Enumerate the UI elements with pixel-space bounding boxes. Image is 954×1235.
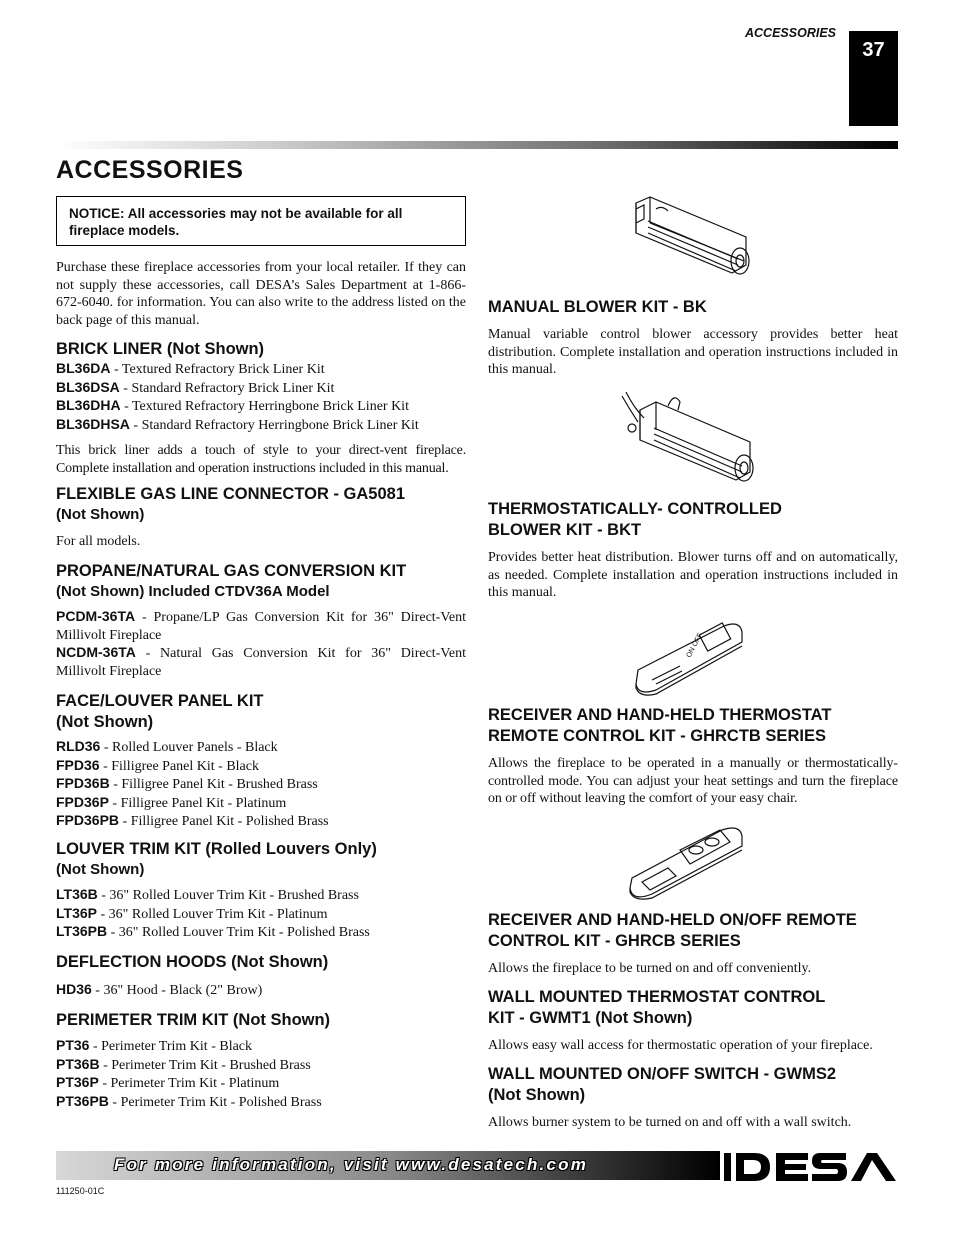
item-code: BL36DSA bbox=[56, 378, 120, 395]
item-code: RLD36 bbox=[56, 738, 101, 754]
louver-trim-section bbox=[56, 839, 466, 942]
section-subheading: (Not Shown) bbox=[56, 713, 154, 731]
deflection-section bbox=[56, 952, 466, 1000]
item-list bbox=[56, 738, 466, 831]
accessory-item bbox=[56, 397, 466, 416]
section-heading: PROPANE/NATURAL GAS CONVERSION KIT bbox=[56, 562, 407, 580]
wall-thermo-section bbox=[488, 987, 898, 1055]
section-text: This brick liner adds a touch of style to your direct-vent fireplace. Complete installation and operation instructions included in this manual. bbox=[56, 443, 466, 476]
item-code: BL36DA bbox=[56, 360, 111, 376]
section-text: For all models. bbox=[56, 534, 141, 549]
section-heading-line2: KIT - GWMT1 (Not Shown) bbox=[488, 1009, 693, 1027]
item-description: - 36" Hood - Black (2" Brow) bbox=[91, 983, 263, 998]
accessory-item bbox=[56, 812, 466, 831]
page-title: ACCESSORIES bbox=[56, 156, 244, 184]
running-header: ACCESSORIES bbox=[745, 26, 836, 40]
item-description: - Perimeter Trim Kit - Polished Brass bbox=[108, 1094, 322, 1110]
section-heading: WALL MOUNTED THERMOSTAT CONTROL bbox=[488, 988, 826, 1006]
item-description: - Filligree Panel Kit - Black bbox=[99, 758, 259, 774]
section-heading-line2: BLOWER KIT - BKT bbox=[488, 521, 642, 539]
item-code: FPD36P bbox=[56, 793, 109, 810]
accessory-item bbox=[56, 738, 466, 757]
item-code: HD36 bbox=[56, 981, 92, 997]
section-heading: RECEIVER AND HAND-HELD ON/OFF REMOTE bbox=[488, 911, 857, 929]
item-code: BL36DHSA bbox=[56, 415, 130, 432]
thermostat-remote-illustration bbox=[632, 618, 744, 698]
accessory-item bbox=[56, 794, 466, 813]
accessory-item bbox=[56, 923, 466, 942]
item-code: PT36PB bbox=[56, 1092, 109, 1109]
accessory-item bbox=[56, 644, 466, 680]
desa-logo bbox=[724, 1148, 898, 1186]
item-description: - Standard Refractory Herringbone Brick Liner Kit bbox=[129, 417, 419, 433]
item-code: PT36B bbox=[56, 1055, 100, 1072]
header-rule bbox=[56, 141, 898, 149]
section-heading: BRICK LINER (Not Shown) bbox=[56, 340, 265, 358]
item-description: - Textured Refractory Brick Liner Kit bbox=[110, 362, 325, 377]
section-heading: THERMOSTATICALLY- CONTROLLED bbox=[488, 500, 782, 518]
accessory-item bbox=[56, 1093, 466, 1112]
item-code: FPD36B bbox=[56, 775, 110, 791]
section-text: Allows the fireplace to be turned on and off conveniently. bbox=[488, 961, 812, 976]
item-description: - Rolled Louver Panels - Black bbox=[100, 740, 278, 755]
intro-paragraph: Purchase these fireplace accessories from your local retailer. If they can not supply these accessories, call DESA’s Sales Department at 1-866-672-6040. for information. You can also write to the address listed on the back page of this manual. bbox=[56, 260, 466, 328]
footer-website-text: For more information, visit www.desatech.com bbox=[114, 1155, 589, 1174]
section-heading: FLEXIBLE GAS LINE CONNECTOR - GA5081 bbox=[56, 485, 405, 503]
thermo-blower-section bbox=[488, 499, 898, 602]
svg-text:ON OFF: ON OFF bbox=[685, 632, 705, 659]
item-list bbox=[56, 1037, 466, 1111]
item-code: PT36 bbox=[56, 1037, 90, 1053]
item-code: BL36DHA bbox=[56, 397, 121, 413]
section-heading: LOUVER TRIM KIT (Rolled Louvers Only) bbox=[56, 840, 377, 858]
item-description: - Filligree Panel Kit - Brushed Brass bbox=[109, 777, 318, 792]
section-text: Manual variable control blower accessory provides better heat distribution. Complete installation and operation instructions included in this manual. bbox=[488, 327, 898, 377]
item-code: PT36P bbox=[56, 1074, 99, 1090]
gas-line-section bbox=[56, 484, 466, 551]
section-heading: FACE/LOUVER PANEL KIT bbox=[56, 692, 264, 710]
accessory-item bbox=[56, 757, 466, 776]
item-code: LT36PB bbox=[56, 923, 108, 939]
manual-blower-illustration bbox=[628, 193, 756, 288]
accessory-item bbox=[56, 416, 466, 435]
accessory-item bbox=[56, 379, 466, 398]
section-heading-line2: CONTROL KIT - GHRCB SERIES bbox=[488, 932, 741, 950]
conversion-section bbox=[56, 561, 466, 680]
item-code: FPD36 bbox=[56, 756, 100, 773]
accessory-item bbox=[56, 608, 466, 644]
section-subheading: (Not Shown) bbox=[56, 506, 145, 523]
perimeter-section bbox=[56, 1010, 466, 1111]
section-heading: PERIMETER TRIM KIT (Not Shown) bbox=[56, 1011, 331, 1029]
section-text: Allows burner system to be turned on and off with a wall switch. bbox=[488, 1115, 852, 1130]
accessory-item bbox=[56, 360, 466, 379]
manual-blower-section bbox=[488, 297, 898, 379]
section-heading-line2: REMOTE CONTROL KIT - GHRCTB SERIES bbox=[488, 727, 826, 745]
section-heading: RECEIVER AND HAND-HELD THERMOSTAT bbox=[488, 706, 832, 724]
wall-switch-section bbox=[488, 1064, 898, 1132]
item-code: FPD36PB bbox=[56, 812, 120, 828]
item-description: - 36" Rolled Louver Trim Kit - Polished Brass bbox=[107, 925, 370, 940]
item-description: - Filligree Panel Kit - Platinum bbox=[108, 795, 287, 811]
accessory-item bbox=[56, 905, 466, 924]
item-description: - Filligree Panel Kit - Polished Brass bbox=[119, 814, 329, 829]
remote-thermo-section bbox=[488, 705, 898, 808]
face-louver-section bbox=[56, 691, 466, 831]
page-number: 37 bbox=[849, 31, 898, 126]
document-number: 111250-01C bbox=[56, 1186, 105, 1196]
section-text: Allows easy wall access for thermostatic operation of your fireplace. bbox=[488, 1038, 873, 1053]
onoff-remote-illustration bbox=[628, 824, 744, 902]
accessory-item bbox=[56, 775, 466, 794]
item-description: - Natural Gas Conversion Kit for 36" Direct-Vent Millivolt Fireplace bbox=[56, 646, 466, 679]
item-description: - Perimeter Trim Kit - Platinum bbox=[98, 1076, 280, 1091]
section-subheading: (Not Shown) Included CTDV36A Model bbox=[56, 583, 330, 600]
item-code: PCDM-36TA bbox=[56, 608, 136, 624]
item-list bbox=[56, 981, 466, 1000]
section-text: Allows the fireplace to be operated in a manually or thermostatically-controlled mode. You can adjust your heat settings and turn the fireplace on or off without leaving the comfort of your easy chair. bbox=[488, 756, 898, 806]
item-list bbox=[56, 608, 466, 680]
item-list bbox=[56, 886, 466, 942]
accessory-item bbox=[56, 1037, 466, 1056]
item-description: - Propane/LP Gas Conversion Kit for 36" Direct-Vent Millivolt Fireplace bbox=[56, 610, 466, 643]
item-list bbox=[56, 360, 466, 434]
item-description: - Perimeter Trim Kit - Brushed Brass bbox=[99, 1057, 311, 1073]
section-heading: MANUAL BLOWER KIT - BK bbox=[488, 298, 707, 316]
item-description: - 36" Rolled Louver Trim Kit - Brushed Brass bbox=[97, 888, 359, 903]
accessory-item bbox=[56, 1056, 466, 1075]
accessory-item bbox=[56, 1074, 466, 1093]
section-subheading: (Not Shown) bbox=[56, 861, 145, 878]
accessory-item bbox=[56, 981, 466, 1000]
item-code: NCDM-36TA bbox=[56, 644, 136, 660]
section-heading-line2: (Not Shown) bbox=[488, 1086, 586, 1104]
item-description: - Perimeter Trim Kit - Black bbox=[89, 1039, 253, 1054]
thermostat-blower-illustration bbox=[620, 388, 760, 493]
item-code: LT36B bbox=[56, 886, 98, 902]
item-description: - Standard Refractory Brick Liner Kit bbox=[119, 380, 335, 396]
item-description: - 36" Rolled Louver Trim Kit - Platinum bbox=[96, 906, 328, 922]
notice-box: NOTICE: All accessories may not be available for all fireplace models. bbox=[56, 196, 466, 246]
item-description: - Textured Refractory Herringbone Brick Liner Kit bbox=[120, 399, 409, 414]
item-code: LT36P bbox=[56, 904, 97, 921]
section-heading: WALL MOUNTED ON/OFF SWITCH - GWMS2 bbox=[488, 1065, 836, 1083]
section-heading: DEFLECTION HOODS (Not Shown) bbox=[56, 953, 329, 971]
remote-onoff-section bbox=[488, 910, 898, 978]
brick-liner-section bbox=[56, 339, 466, 477]
accessory-item bbox=[56, 886, 466, 905]
section-text: Provides better heat distribution. Blower turns off and on automatically, as needed. Complete installation and operation instructions included in this manual. bbox=[488, 550, 898, 600]
